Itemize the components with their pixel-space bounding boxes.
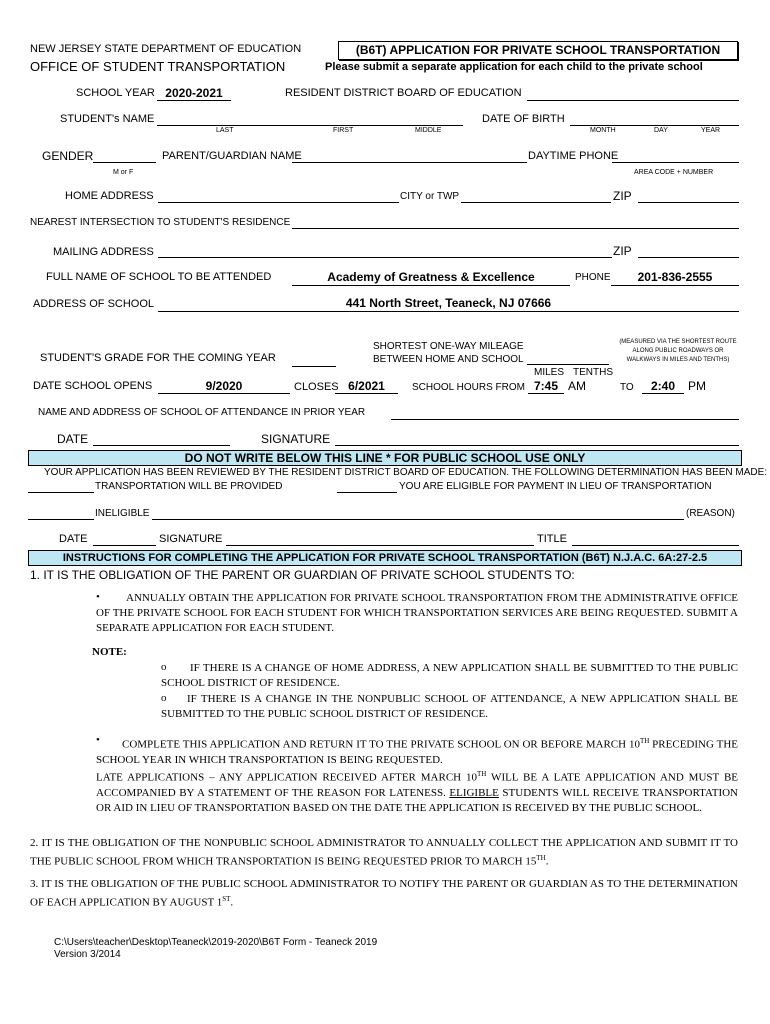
footer-path: C:\Users\teacher\Desktop\Teaneck\2019-2020\B6T Form - Teaneck 2019 (54, 937, 378, 948)
note-1: IF THERE IS A CHANGE OF HOME ADDRESS, A NEW APPLICATION SHALL BE SUBMITTED TO THE PUBLIC SCHOOL DISTRICT OF RESIDENCE. (161, 662, 738, 689)
instruction-item-3: 3. IT IS THE OBLIGATION OF THE PUBLIC SCHOOL ADMINISTRATOR TO NOTIFY THE PARENT OR GUARDIAN AS TO THE DETERMINATION OF EACH APPLICATION BY AUGUST 1ST. (30, 878, 738, 909)
m-or-f-label: M or F (113, 169, 134, 176)
student-name-field[interactable] (157, 125, 463, 126)
office-signature-label: SIGNATURE (159, 533, 223, 545)
school-address-value[interactable]: 441 North Street, Teaneck, NJ 07666 (345, 296, 552, 310)
phone-label: PHONE (575, 272, 611, 283)
nearest-label: NEAREST INTERSECTION TO STUDENT'S RESIDENCE (30, 217, 291, 228)
school-name-label: FULL NAME OF SCHOOL TO BE ATTENDED (46, 271, 272, 283)
resident-district-field[interactable] (527, 100, 739, 101)
hours-from-value[interactable]: 7:45 (533, 379, 559, 393)
note-circle-icon: o (161, 692, 167, 704)
mailing-zip-label: ZIP (613, 244, 632, 258)
closes-line (335, 393, 398, 394)
am-label: AM (568, 379, 586, 393)
late-applications: LATE APPLICATIONS – ANY APPLICATION RECEIVED AFTER MARCH 10TH WILL BE A LATE APPLICATION AND MUST BE ACCOMPANIED BY A STATEMENT OF THE REASON FOR LATENESS. ELIGIBLE STUDENTS WILL RECEIVE TRANSPORTATION OR AID IN LIEU OF TRANSPORTATION BASED ON THE DATE THE APPLICATION IS RECEIVED BY THE PUBLIC SCHOOL. (96, 770, 739, 814)
gender-field[interactable] (93, 162, 156, 163)
instructions-band: INSTRUCTIONS FOR COMPLETING THE APPLICATION FOR PRIVATE SCHOOL TRANSPORTATION (B6T) N.J.A.C. 6A:27-2.5 (28, 550, 742, 566)
note-circle-icon: o (161, 661, 167, 673)
tenths-label: TENTHS (573, 367, 613, 378)
home-address-label: HOME ADDRESS (65, 190, 154, 202)
hours-to-line (642, 393, 684, 394)
reason-label: (REASON) (686, 508, 735, 519)
resident-district-label: RESIDENT DISTRICT BOARD OF EDUCATION (285, 87, 522, 99)
nearest-field[interactable] (292, 228, 739, 229)
bullet-icon: • (96, 734, 100, 746)
mailing-field[interactable] (158, 257, 612, 258)
parent-field[interactable] (292, 162, 527, 163)
office-date-label: DATE (59, 533, 88, 545)
phone-line (611, 285, 739, 286)
grade-field[interactable] (292, 366, 336, 367)
prior-year-field[interactable] (391, 419, 739, 420)
mileage-field[interactable] (527, 364, 609, 365)
phone-value[interactable]: 201-836-2555 (637, 270, 713, 284)
middle-label: MIDDLE (415, 127, 442, 134)
dept-name: NEW JERSEY STATE DEPARTMENT OF EDUCATION (30, 43, 302, 55)
mileage-label-2: BETWEEN HOME AND SCHOOL (373, 354, 524, 365)
parent-signature-field[interactable] (335, 445, 739, 446)
last-label: LAST (216, 127, 234, 134)
measured-note-2: ALONG PUBLIC ROADWAYS OR (632, 348, 724, 354)
pm-label: PM (688, 379, 706, 393)
office-name: OFFICE OF STUDENT TRANSPORTATION (30, 59, 286, 74)
month-label: MONTH (590, 127, 616, 134)
date-opens-line (158, 393, 290, 394)
office-date-field[interactable] (93, 545, 156, 546)
dob-label: DATE OF BIRTH (482, 113, 565, 125)
reviewed-text: YOUR APPLICATION HAS BEEN REVIEWED BY THE RESIDENT DISTRICT BOARD OF EDUCATION. THE FOLLOWING DETERMINATION HAS BEEN MADE: (44, 467, 768, 478)
parent-date-field[interactable] (93, 445, 230, 446)
date-opens-value[interactable]: 9/2020 (205, 379, 243, 393)
office-signature-field[interactable] (226, 545, 534, 546)
daytime-phone-field[interactable] (612, 162, 739, 163)
parent-date-label: DATE (57, 432, 89, 446)
office-title-label: TITLE (537, 533, 567, 545)
parent-label: PARENT/GUARDIAN NAME (162, 150, 302, 162)
ineligible-field[interactable] (28, 519, 94, 520)
hours-from-line (528, 393, 564, 394)
year-label: YEAR (701, 127, 721, 134)
date-opens-label: DATE SCHOOL OPENS (33, 380, 153, 392)
measured-note-1: (MEASURED VIA THE SHORTEST ROUTE (619, 339, 737, 345)
home-address-field[interactable] (158, 202, 399, 203)
instruction-item-1: 1. IT IS THE OBLIGATION OF THE PARENT OR GUARDIAN OF PRIVATE SCHOOL STUDENTS TO: (30, 568, 575, 582)
zip-label: ZIP (613, 189, 632, 203)
eligible-label: YOU ARE ELIGIBLE FOR PAYMENT IN LIEU OF TRANSPORTATION (399, 481, 712, 492)
area-code-label: AREA CODE + NUMBER (634, 169, 714, 176)
mailing-zip-field[interactable] (638, 257, 739, 258)
mileage-label-1: SHORTEST ONE-WAY MILEAGE (373, 341, 524, 352)
form-subtitle: Please submit a separate application for each child to the private school (325, 61, 703, 73)
reason-field[interactable] (152, 519, 684, 520)
footer-version: Version 3/2014 (54, 949, 121, 960)
dob-field[interactable] (570, 125, 739, 126)
gender-label: GENDER (42, 149, 94, 163)
office-title-field[interactable] (572, 545, 739, 546)
school-year-label: SCHOOL YEAR (76, 87, 155, 99)
zip-field[interactable] (638, 202, 739, 203)
ineligible-label: INELIGIBLE (95, 508, 150, 519)
closes-value[interactable]: 6/2021 (348, 379, 385, 393)
eligible-field[interactable] (337, 492, 397, 493)
daytime-phone-label: DAYTIME PHONE (528, 150, 619, 162)
first-label: FIRST (333, 127, 354, 134)
miles-label: MILES (534, 367, 565, 378)
school-name-value[interactable]: Academy of Greatness & Excellence (327, 270, 535, 284)
day-label: DAY (654, 127, 668, 134)
city-field[interactable] (461, 202, 611, 203)
instruction-bullet-1: ANNUALLY OBTAIN THE APPLICATION FOR PRIVATE SCHOOL TRANSPORTATION FROM THE ADMINISTRATIVE OFFICE OF THE PRIVATE SCHOOL FOR EACH STUDENT FOR WHICH TRANSPORTATION SERVICES ARE BEING REQUESTED. SUBMIT A SEPARATE APPLICATION FOR EACH STUDENT. (96, 592, 738, 634)
hours-from-label: SCHOOL HOURS FROM (412, 382, 525, 393)
closes-label: CLOSES (294, 381, 339, 393)
office-use-band: DO NOT WRITE BELOW THIS LINE * FOR PUBLIC SCHOOL USE ONLY (28, 450, 742, 466)
provided-label: TRANSPORTATION WILL BE PROVIDED (95, 481, 283, 492)
instruction-item-2: 2. IT IS THE OBLIGATION OF THE NONPUBLIC SCHOOL ADMINISTRATOR TO ANNUALLY COLLECT THE APPLICATION AND SUBMIT IT TO THE PUBLIC SCHOOL FROM WHICH TRANSPORTATION IS BEING REQUESTED PRIOR TO MARCH 15TH. (30, 837, 738, 868)
instruction-bullet-2: COMPLETE THIS APPLICATION AND RETURN IT TO THE PRIVATE SCHOOL ON OR BEFORE MARCH 10TH PRECEDING THE SCHOOL YEAR IN WHICH TRANSPORTATION IS BEING REQUESTED. (96, 737, 738, 766)
school-name-line (292, 285, 570, 286)
prior-year-label: NAME AND ADDRESS OF SCHOOL OF ATTENDANCE IN PRIOR YEAR (38, 407, 366, 418)
measured-note-3: WALKWAYS IN MILES AND TENTHS) (626, 357, 730, 363)
student-name-label: STUDENT's NAME (60, 113, 155, 125)
school-year-line (157, 100, 231, 101)
note-2: IF THERE IS A CHANGE IN THE NONPUBLIC SCHOOL OF ATTENDANCE, A NEW APPLICATION SHALL BE SUBMITTED TO THE PUBLIC SCHOOL DISTRICT OF RESIDENCE. (161, 693, 738, 720)
school-address-line (158, 311, 739, 312)
bullet-icon: • (96, 591, 100, 603)
form-title: (B6T) APPLICATION FOR PRIVATE SCHOOL TRANSPORTATION (338, 41, 738, 60)
mailing-label: MAILING ADDRESS (53, 246, 154, 258)
school-address-label: ADDRESS OF SCHOOL (33, 298, 155, 310)
school-year-value[interactable]: 2020-2021 (165, 86, 223, 100)
parent-signature-label: SIGNATURE (261, 432, 331, 446)
to-label: TO (620, 382, 634, 393)
hours-to-value[interactable]: 2:40 (650, 379, 676, 393)
city-label: CITY or TWP (400, 191, 460, 202)
provided-field[interactable] (28, 492, 94, 493)
note-label: NOTE: (92, 646, 127, 658)
grade-label: STUDENT'S GRADE FOR THE COMING YEAR (40, 352, 276, 364)
